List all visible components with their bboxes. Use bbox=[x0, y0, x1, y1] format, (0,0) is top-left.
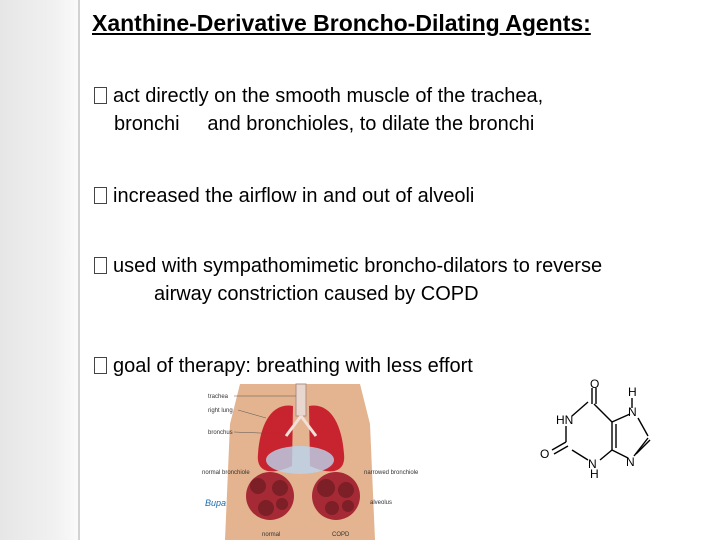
normal-alveoli-cluster bbox=[246, 472, 294, 520]
trachea-shape bbox=[296, 384, 306, 416]
slide-sidebar bbox=[0, 0, 78, 540]
label-copd: COPD bbox=[332, 532, 350, 538]
xanthine-molecule bbox=[538, 377, 688, 481]
atom-hn: HN bbox=[556, 413, 574, 427]
bullet-1-line-2: bronchi and bronchioles, to dilate the bronchi bbox=[114, 113, 535, 135]
atom-n-imidazole-bottom: N bbox=[626, 455, 635, 469]
label-normal-bronchiole: normal bronchiole bbox=[202, 470, 250, 476]
atom-h-imidazole: H bbox=[628, 385, 637, 399]
label-bronchus: bronchus bbox=[208, 430, 233, 436]
zoom-glow bbox=[266, 446, 334, 474]
label-alveolus: alveolus bbox=[370, 500, 393, 506]
slide-title: Xanthine-Derivative Broncho-Dilating Agents: bbox=[92, 10, 591, 36]
bullet-box-icon bbox=[94, 257, 107, 274]
bullet-box-icon bbox=[94, 87, 107, 104]
label-trachea: trachea bbox=[208, 394, 229, 400]
bullet-2 bbox=[94, 182, 474, 210]
sidebar-divider bbox=[78, 0, 80, 540]
bullet-4-line-1: goal of therapy: breathing with less effort bbox=[113, 355, 473, 377]
bullet-box-icon bbox=[94, 357, 107, 374]
bullet-box-icon bbox=[94, 187, 107, 204]
atom-h-bottom: H bbox=[590, 467, 599, 481]
label-normal: normal bbox=[262, 532, 281, 538]
bullet-4 bbox=[94, 352, 473, 380]
lung-illustration bbox=[200, 384, 419, 540]
label-narrowed-bronchiole: narrowed bronchiole bbox=[364, 470, 419, 476]
label-right-lung: right lung bbox=[208, 408, 233, 414]
bullet-1-line-1: act directly on the smooth muscle of the trachea, bbox=[113, 85, 544, 107]
atom-n-bottom: N bbox=[588, 457, 597, 471]
atom-o-top: O bbox=[590, 377, 600, 391]
bullet-3-line-1: used with sympathomimetic broncho-dilators to reverse bbox=[113, 255, 603, 277]
atom-o-bottom: O bbox=[540, 447, 550, 461]
bullet-1 bbox=[94, 82, 543, 138]
atom-n-imidazole-top: N bbox=[628, 405, 637, 419]
bupa-logo: Bupa bbox=[205, 498, 227, 508]
bullet-3-line-2: airway constriction caused by COPD bbox=[154, 283, 479, 305]
copd-alveoli-cluster bbox=[312, 472, 360, 520]
bullet-2-line-1: increased the airflow in and out of alveoli bbox=[113, 185, 475, 207]
bullet-3 bbox=[94, 252, 602, 308]
